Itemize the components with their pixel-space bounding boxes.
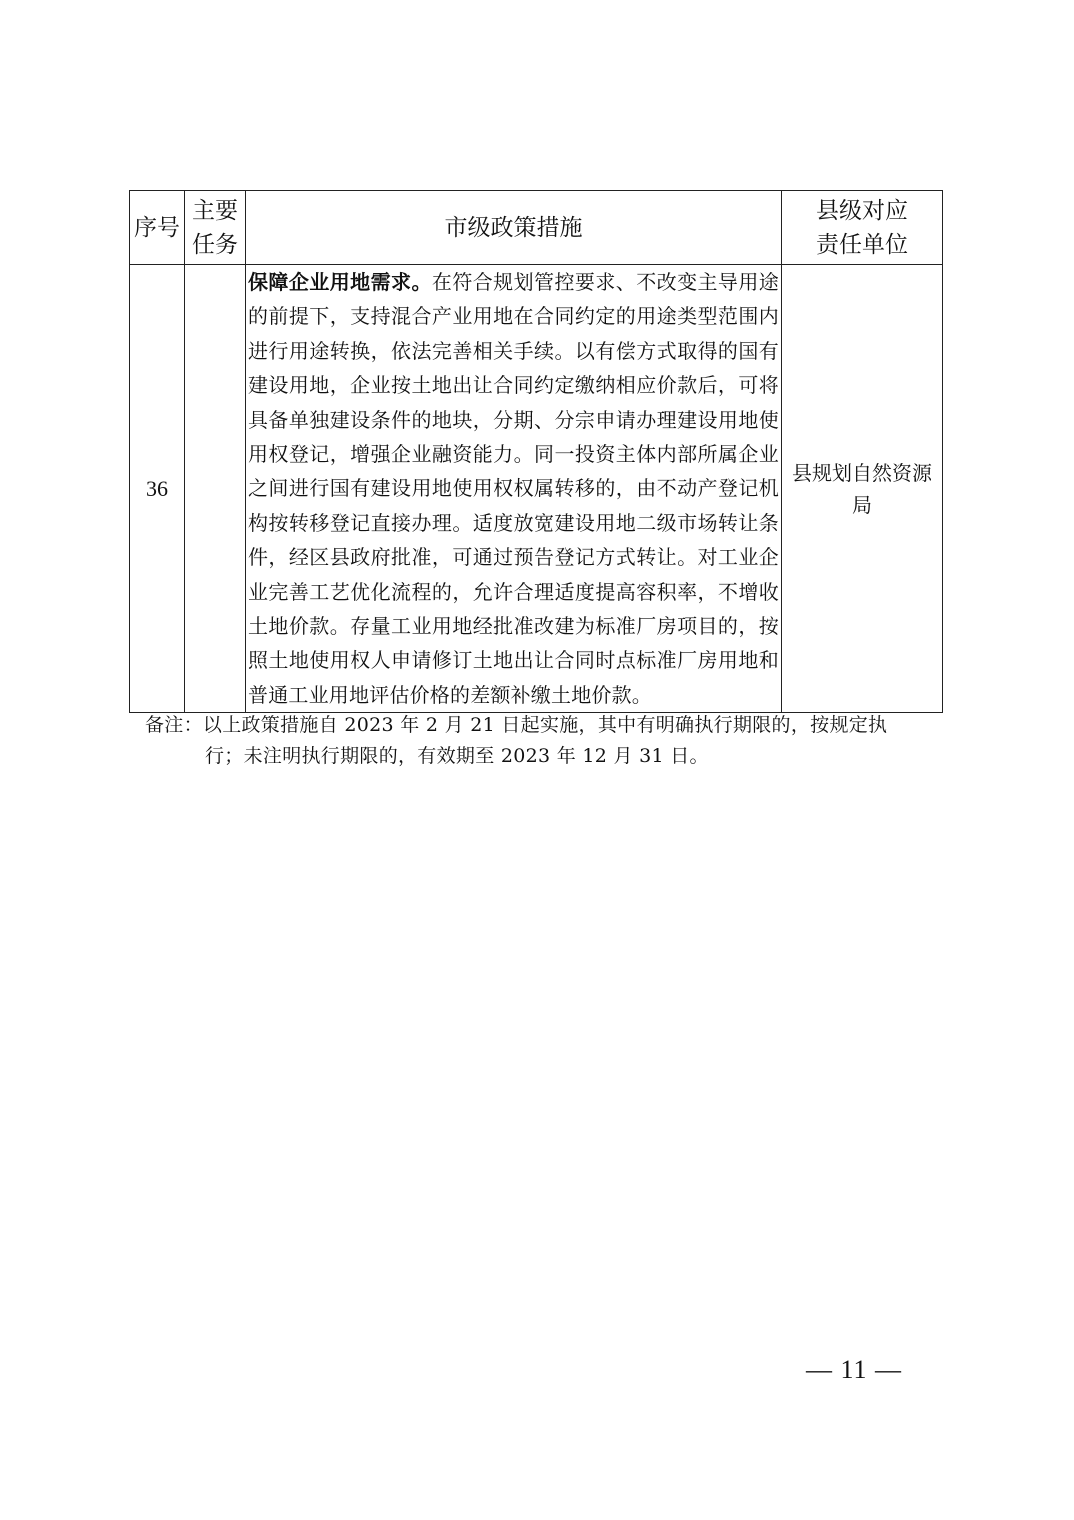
header-unit-line2: 责任单位 [816,231,908,258]
measure-body: 在符合规划管控要求、不改变主导用途的前提下，支持混合产业用地在合同约定的用途类型范围内进行用途转换，依法完善相关手续。以有偿方式取得的国有建设用地，企业按土地出让合同约定缴纳相应价款后，可将具备单独建设条件的地块，分期、分宗申请办理建设用地使用权登记，增强企业融资能力。同一投资主体内部所属企业之间进行国有建设用地使用权权属转移的，由不动产登记机构按转移登记直接办理。适度放宽建设用地二级市场转让条件，经区县政府批准，可通过预告登记方式转让。对工业企业完善工艺优化流程的，允许合理适度提高容积率，不增收土地价款。存量工业用地经批准改建为标准厂房项目的，按照土地使用权人申请修订土地出让合同时点标准厂房用地和普通工业用地评估价格的差额补缴土地价款。 [248,270,779,707]
table-header-row [130,191,943,265]
header-unit-line1: 县级对应 [816,197,908,224]
table-row [130,265,943,713]
cell-seq: 36 [130,265,185,713]
cell-task [185,265,246,713]
policy-table [129,190,943,713]
header-task [185,191,246,265]
header-measure: 市级政策措施 [246,191,782,265]
header-task-line1: 主要 [192,197,238,224]
page-number: — 11 — [806,1355,903,1384]
cell-measure [246,265,782,713]
cell-unit: 县规划自然资源局 [782,265,943,713]
measure-lead: 保障企业用地需求。 [248,270,432,294]
header-seq: 序号 [130,191,185,265]
header-unit [782,191,943,265]
footnote [145,710,945,772]
header-task-line2: 任务 [192,231,238,258]
footnote-line2: 行；未注明执行期限的，有效期至 2023 年 12 月 31 日。 [205,745,709,767]
footnote-line1: 备注：以上政策措施自 2023 年 2 月 21 日起实施，其中有明确执行期限的，按规定执 [145,714,888,736]
